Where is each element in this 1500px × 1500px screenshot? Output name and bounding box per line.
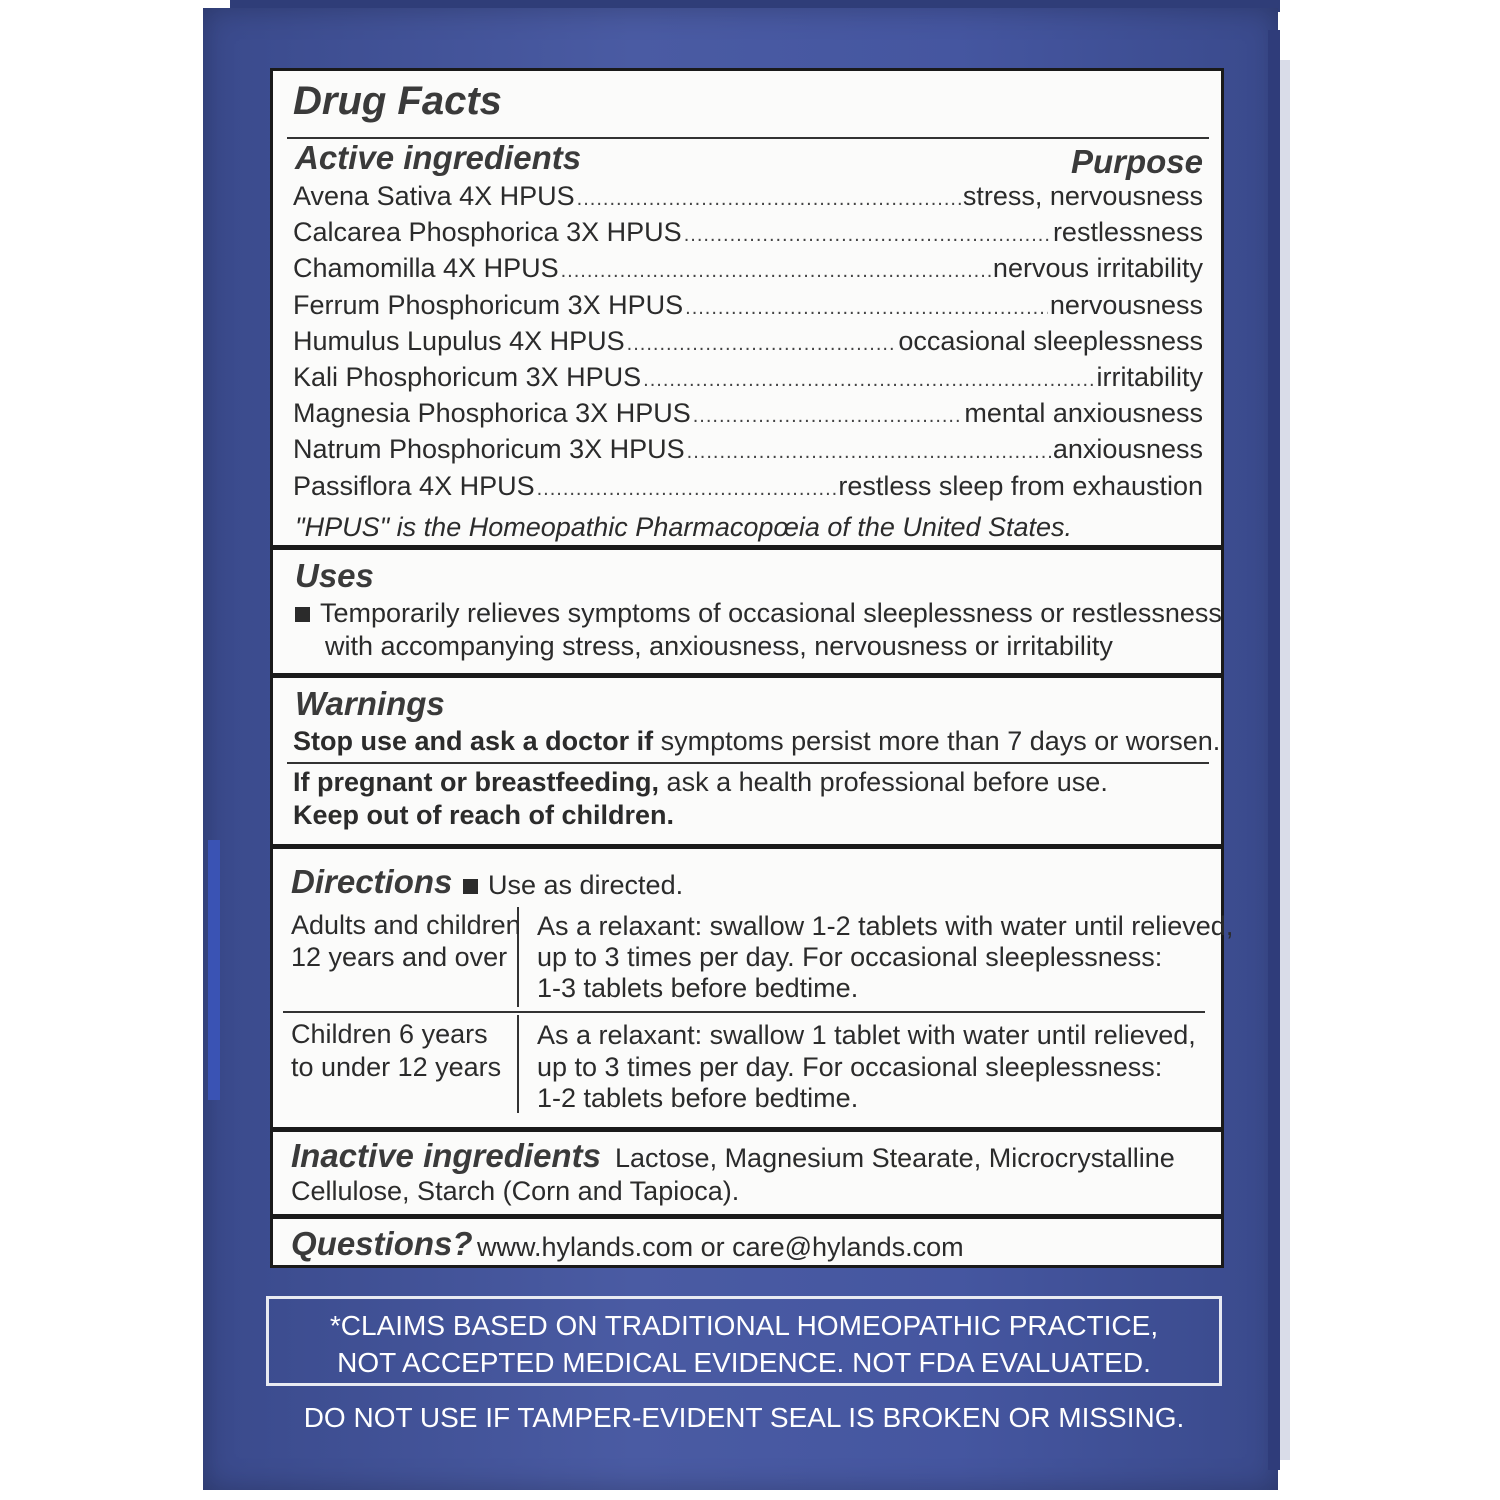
section-divider [273,673,1221,678]
drug-facts-panel [270,68,1234,1268]
dot-leader [627,333,897,356]
box-side-edge [1280,60,1290,1460]
section-divider [273,1214,1221,1219]
pregnant-warning [293,766,1108,798]
ingredient-name: Chamomilla 4X HPUS [293,253,559,284]
stop-use-bold: Stop use and ask a doctor if [293,726,654,756]
dot-leader [537,478,837,501]
ingredient-purpose: occasional sleeplessness [898,325,1203,356]
ingredient-name: Calcarea Phosphorica 3X HPUS [293,217,682,248]
uses-text-line2: with accompanying stress, anxiousness, nervousness or irritability [325,631,1113,661]
keep-out-warning: Keep out of reach of children. [293,800,675,830]
dot-leader [643,369,1094,392]
dot-leader [577,188,961,211]
uses-text-line1 [295,597,1222,629]
warnings-divider [287,762,1209,764]
hpus-note: "HPUS" is the Homeopathic Pharmacopœia of the United States. [295,512,1073,542]
directions-age-children: Children 6 years [291,1019,488,1049]
box-left-tab [208,840,220,1100]
ingredient-purpose: mental anxiousness [964,398,1203,429]
ingredient-name: Natrum Phosphoricum 3X HPUS [293,434,685,465]
claims-line1: *CLAIMS BASED ON TRADITIONAL HOMEOPATHIC PRACTICE, [329,1310,1159,1341]
drug-facts-title: Drug Facts [293,79,502,123]
directions-dose-children: up to 3 times per day. For occasional sleeplessness: [537,1052,1163,1082]
stop-use-text: symptoms persist more than 7 days or worsen. [653,726,1221,756]
ingredient-purpose: nervous irritability [992,253,1203,284]
ingredient-purpose: nervousness [1049,289,1203,320]
questions-heading: Questions? [291,1225,473,1262]
directions-age-adults: Adults and children [291,910,521,940]
ingredient-name: Magnesia Phosphorica 3X HPUS [293,398,691,429]
tamper-seal-warning: DO NOT USE IF TAMPER-EVIDENT SEAL IS BROKEN OR MISSING. [303,1402,1185,1433]
ingredient-row [293,326,1203,362]
ingredient-purpose: restlessness [1052,217,1203,248]
ingredient-row [293,253,1203,289]
directions-row-divider [283,1011,1205,1013]
ingredient-row [293,290,1203,326]
ingredient-name: Kali Phosphoricum 3X HPUS [293,362,642,392]
active-ingredients-heading: Active ingredients [295,139,582,176]
dot-leader [685,297,1048,320]
directions-age-children: to under 12 years [291,1052,502,1082]
inactive-ingredients-line1: Lactose, Magnesium Stearate, Microcrystalline [615,1143,1175,1173]
section-divider [273,1127,1221,1132]
uses-heading: Uses [295,557,374,594]
ingredient-row [293,471,1203,507]
directions-dose-adults: 1-3 tablets before bedtime. [537,973,859,1003]
ingredient-purpose: restless sleep from exhaustion [838,470,1203,501]
dot-leader [684,224,1051,247]
ingredient-row [293,362,1203,398]
section-divider [273,545,1221,550]
directions-heading: Directions [291,863,453,900]
purpose-heading: Purpose [1070,143,1203,180]
ingredient-row [293,434,1203,470]
ingredient-row [293,181,1203,217]
directions-dose-adults: As a relaxant: swallow 1-2 tablets with water until relieved, [537,911,1234,941]
ingredient-row [293,217,1203,253]
section-divider [273,844,1221,849]
directions-dose-children: As a relaxant: swallow 1 tablet with water until relieved, [537,1020,1196,1050]
bullet-icon [295,607,310,622]
claims-line2: NOT ACCEPTED MEDICAL EVIDENCE. NOT FDA EVALUATED. [337,1347,1151,1378]
dot-leader [561,260,991,283]
directions-age-adults: 12 years and over [291,942,508,972]
directions-intro-text: Use as directed. [488,870,684,900]
ingredient-row [293,398,1203,434]
dot-leader [687,441,1051,464]
directions-dose-adults: up to 3 times per day. For occasional sleeplessness: [537,942,1163,972]
ingredient-name: Humulus Lupulus 4X HPUS [293,325,625,356]
dot-leader [693,405,963,428]
box-side-flap [1268,30,1280,1470]
ingredient-purpose: irritability [1096,362,1203,392]
pregnant-bold: If pregnant or breastfeeding, [293,767,660,797]
ingredient-purpose: stress, nervousness [962,181,1203,211]
directions-dose-children: 1-2 tablets before bedtime. [537,1083,859,1113]
bullet-icon [463,879,478,894]
warnings-heading: Warnings [295,685,445,722]
uses-line1: Temporarily relieves symptoms of occasional sleeplessness or restlessness [320,598,1222,628]
ingredient-purpose: anxiousness [1052,434,1203,465]
inactive-ingredients-line2: Cellulose, Starch (Corn and Tapioca). [291,1176,740,1206]
pregnant-text: ask a health professional before use. [659,767,1108,797]
stop-use-warning [293,725,1220,757]
inactive-ingredients-heading: Inactive ingredients [291,1137,601,1174]
ingredient-name: Passiflora 4X HPUS [293,470,535,501]
directions-column-divider [517,1015,519,1113]
claims-disclaimer-box [266,1296,1222,1386]
questions-contact: www.hylands.com or care@hylands.com [477,1232,964,1262]
ingredient-name: Ferrum Phosphoricum 3X HPUS [293,289,684,320]
ingredient-name: Avena Sativa 4X HPUS [293,181,575,211]
directions-intro [463,869,683,901]
